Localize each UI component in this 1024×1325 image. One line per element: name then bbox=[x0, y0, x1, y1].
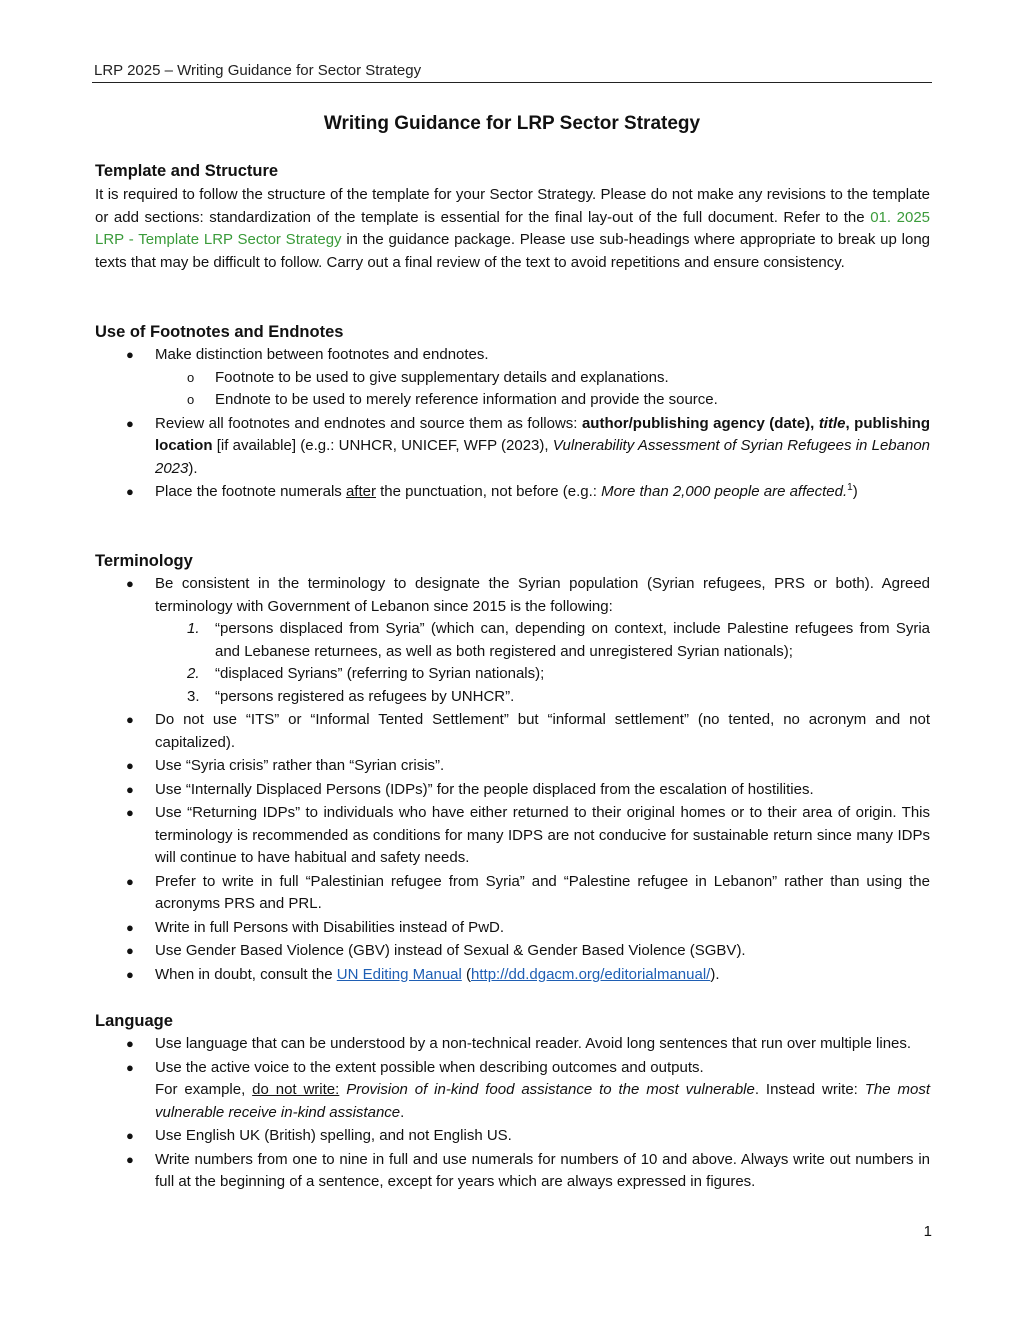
item-text: Use “Syria crisis” rather than “Syrian crisis”. bbox=[155, 757, 445, 774]
bullet-icon: ● bbox=[126, 1036, 134, 1051]
text-run: ) bbox=[852, 483, 858, 500]
sub-list-item bbox=[95, 389, 930, 412]
list-item bbox=[95, 344, 930, 412]
item-number: 3. bbox=[187, 687, 200, 705]
bullet-list bbox=[95, 344, 930, 504]
text-run: the punctuation, not before (e.g.: bbox=[375, 483, 602, 500]
sub-bullet-icon: o bbox=[187, 369, 195, 385]
item-text: “persons displaced from Syria” (which can, depending on context, include Palestine refugees from Syria and Lebanese returnees, as well as both registered and unregistered Syrian nationals); bbox=[215, 620, 930, 660]
numbered-item bbox=[155, 618, 930, 663]
bullet-icon: ● bbox=[126, 1059, 134, 1075]
item-text: Make distinction between footnotes and endnotes. bbox=[155, 346, 489, 363]
item-text: Endnote to be used to merely reference information and provide the source. bbox=[215, 391, 718, 408]
list-item bbox=[95, 413, 930, 481]
numbered-list bbox=[155, 618, 930, 708]
bullet-icon: ● bbox=[126, 919, 134, 935]
list-item bbox=[95, 917, 930, 940]
section-heading: Template and Structure bbox=[95, 162, 279, 180]
text-run: Provision of in-kind food assistance to the most vulnerable bbox=[339, 1081, 755, 1098]
bullet-icon: ● bbox=[126, 758, 134, 773]
item-text: Prefer to write in full “Palestinian refugee from Syria” and “Palestine refugee in Lebanon” rather than using the acronyms PRS and PRL. bbox=[155, 872, 930, 912]
text-run: author/publishing agency (date), bbox=[581, 414, 819, 432]
bullet-icon: ● bbox=[126, 873, 134, 889]
item-text: “displaced Syrians” (referring to Syrian nationals); bbox=[215, 665, 545, 682]
text-run: in the guidance package. Please use sub-headings where appropriate to break up long texts that may be difficult to follow. Carry out a final review of the text to avoid repetitions and ensure consistency. bbox=[95, 231, 930, 271]
list-item bbox=[95, 709, 930, 754]
text-run: The most vulnerable receive in-kind assistance bbox=[155, 1081, 930, 1121]
section-language bbox=[95, 1010, 930, 1194]
text-run: . Instead write: bbox=[754, 1081, 865, 1098]
sub-list bbox=[155, 367, 930, 412]
item-text: Use “Returning IDPs” to individuals who have either returned to their original homes or to their area of origin. This terminology is recommended as conditions for many IDPS are not conducive for sustainable return since many IDPs will continue to have habitual and safety needs. bbox=[155, 804, 930, 866]
list-item bbox=[95, 940, 930, 963]
item-text: Use Gender Based Violence (GBV) instead of Sexual & Gender Based Violence (SGBV). bbox=[155, 942, 746, 959]
text-run: Place the footnote numerals bbox=[155, 483, 346, 500]
bullet-icon: ● bbox=[126, 484, 134, 499]
section-heading: Use of Footnotes and Endnotes bbox=[95, 323, 344, 341]
item-text: Use language that can be understood by a non-technical reader. Avoid long sentences that run over multiple lines. bbox=[155, 1035, 912, 1052]
section-terminology bbox=[95, 550, 930, 986]
list-item bbox=[95, 964, 930, 987]
bullet-icon: ● bbox=[126, 1128, 134, 1143]
text-run: When in doubt, consult the bbox=[155, 965, 337, 983]
text-run: Review all footnotes and endnotes and source them as follows: bbox=[155, 414, 582, 432]
list-item bbox=[95, 1149, 930, 1194]
text-run: do not write: bbox=[252, 1081, 340, 1098]
section-template bbox=[95, 160, 930, 274]
item-text: Write numbers from one to nine in full and use numerals for numbers of 10 and above. Always write out numbers in full at the beginning of a sentence, except for years which are always expressed in figures. bbox=[155, 1150, 930, 1190]
sub-bullet-icon: o bbox=[187, 392, 195, 407]
bullet-icon: ● bbox=[126, 347, 134, 362]
list-item bbox=[95, 481, 930, 504]
item-text: Do not use “ITS” or “Informal Tented Settlement” but “informal settlement” (no tented, no acronym and not capitalized). bbox=[155, 711, 930, 751]
text-run: , publishing location bbox=[155, 414, 930, 454]
text-run: More than 2,000 people are affected. bbox=[601, 483, 848, 500]
bullet-icon: ● bbox=[126, 943, 134, 958]
bullet-icon: ● bbox=[126, 1151, 134, 1167]
document-title: Writing Guidance for LRP Sector Strategy bbox=[323, 113, 701, 134]
paragraph bbox=[95, 184, 930, 274]
list-item bbox=[95, 573, 930, 708]
bullet-icon: ● bbox=[126, 576, 134, 591]
text-run: after bbox=[345, 483, 376, 500]
text-run: ). bbox=[188, 459, 198, 477]
section-footnotes bbox=[95, 321, 930, 504]
template-reference-link[interactable]: 01. 2025 LRP - Template LRP Sector Strategy bbox=[95, 208, 930, 248]
text-run: [if available] (e.g.: UNHCR, UNICEF, WFP (2023), bbox=[212, 437, 553, 454]
item-text: Be consistent in the terminology to designate the Syrian population (Syrian refugees, PRS or both). Agreed terminology with Government of Lebanon since 2015 is the following: bbox=[155, 575, 930, 615]
running-header: LRP 2025 – Writing Guidance for Sector Strategy bbox=[94, 62, 422, 79]
section-heading: Language bbox=[95, 1012, 173, 1030]
editorial-manual-url-link[interactable]: http://dd.dgacm.org/editorialmanual/ bbox=[471, 965, 711, 983]
footnote-numeral: 1 bbox=[847, 482, 853, 493]
item-text: Use English UK (British) spelling, and not English US. bbox=[155, 1127, 512, 1144]
item-text: Use “Internally Displaced Persons (IDPs)” for the people displaced from the escalation of hostilities. bbox=[155, 780, 814, 798]
list-item bbox=[95, 802, 930, 870]
header-rule bbox=[92, 82, 932, 83]
list-item bbox=[95, 1125, 930, 1148]
section-heading: Terminology bbox=[95, 552, 193, 570]
page-number: 1 bbox=[923, 1223, 932, 1240]
bullet-icon: ● bbox=[126, 966, 134, 982]
list-item bbox=[95, 1057, 930, 1125]
text-run: It is required to follow the structure of the template for your Sector Strategy. Please do not make any revisions to the template or add sections: standardization of the template is essential for the final lay-out of the full document. Refer to the bbox=[95, 186, 930, 226]
numbered-item bbox=[155, 686, 930, 709]
item-number: 2. bbox=[187, 665, 200, 682]
sub-list-item bbox=[95, 367, 930, 390]
bullet-icon: ● bbox=[126, 805, 134, 820]
list-item bbox=[95, 755, 930, 778]
text-run: ). bbox=[710, 965, 720, 983]
numbered-item bbox=[155, 663, 930, 686]
text-run: Vulnerability Assessment of Syrian Refugees in Lebanon 2023 bbox=[155, 437, 930, 477]
text-run: title bbox=[818, 414, 846, 432]
item-text: Use the active voice to the extent possible when describing outcomes and outputs. bbox=[155, 1058, 704, 1076]
bullet-list bbox=[95, 1033, 930, 1194]
list-item bbox=[95, 779, 930, 802]
text-run: . bbox=[400, 1103, 405, 1121]
item-text: “persons registered as refugees by UNHCR”. bbox=[215, 687, 515, 705]
list-item bbox=[95, 1033, 930, 1056]
bullet-list bbox=[95, 573, 930, 986]
text-run: For example, bbox=[155, 1081, 253, 1098]
bullet-icon: ● bbox=[126, 712, 134, 727]
bullet-icon: ● bbox=[126, 415, 134, 431]
bullet-icon: ● bbox=[126, 781, 134, 797]
item-text: Footnote to be used to give supplementary details and explanations. bbox=[215, 368, 669, 386]
item-number: 1. bbox=[187, 620, 200, 637]
text-run: ( bbox=[461, 965, 472, 983]
list-item bbox=[95, 871, 930, 916]
item-text: Write in full Persons with Disabilities instead of PwD. bbox=[155, 918, 505, 936]
un-editing-manual-link[interactable]: UN Editing Manual bbox=[336, 965, 462, 983]
